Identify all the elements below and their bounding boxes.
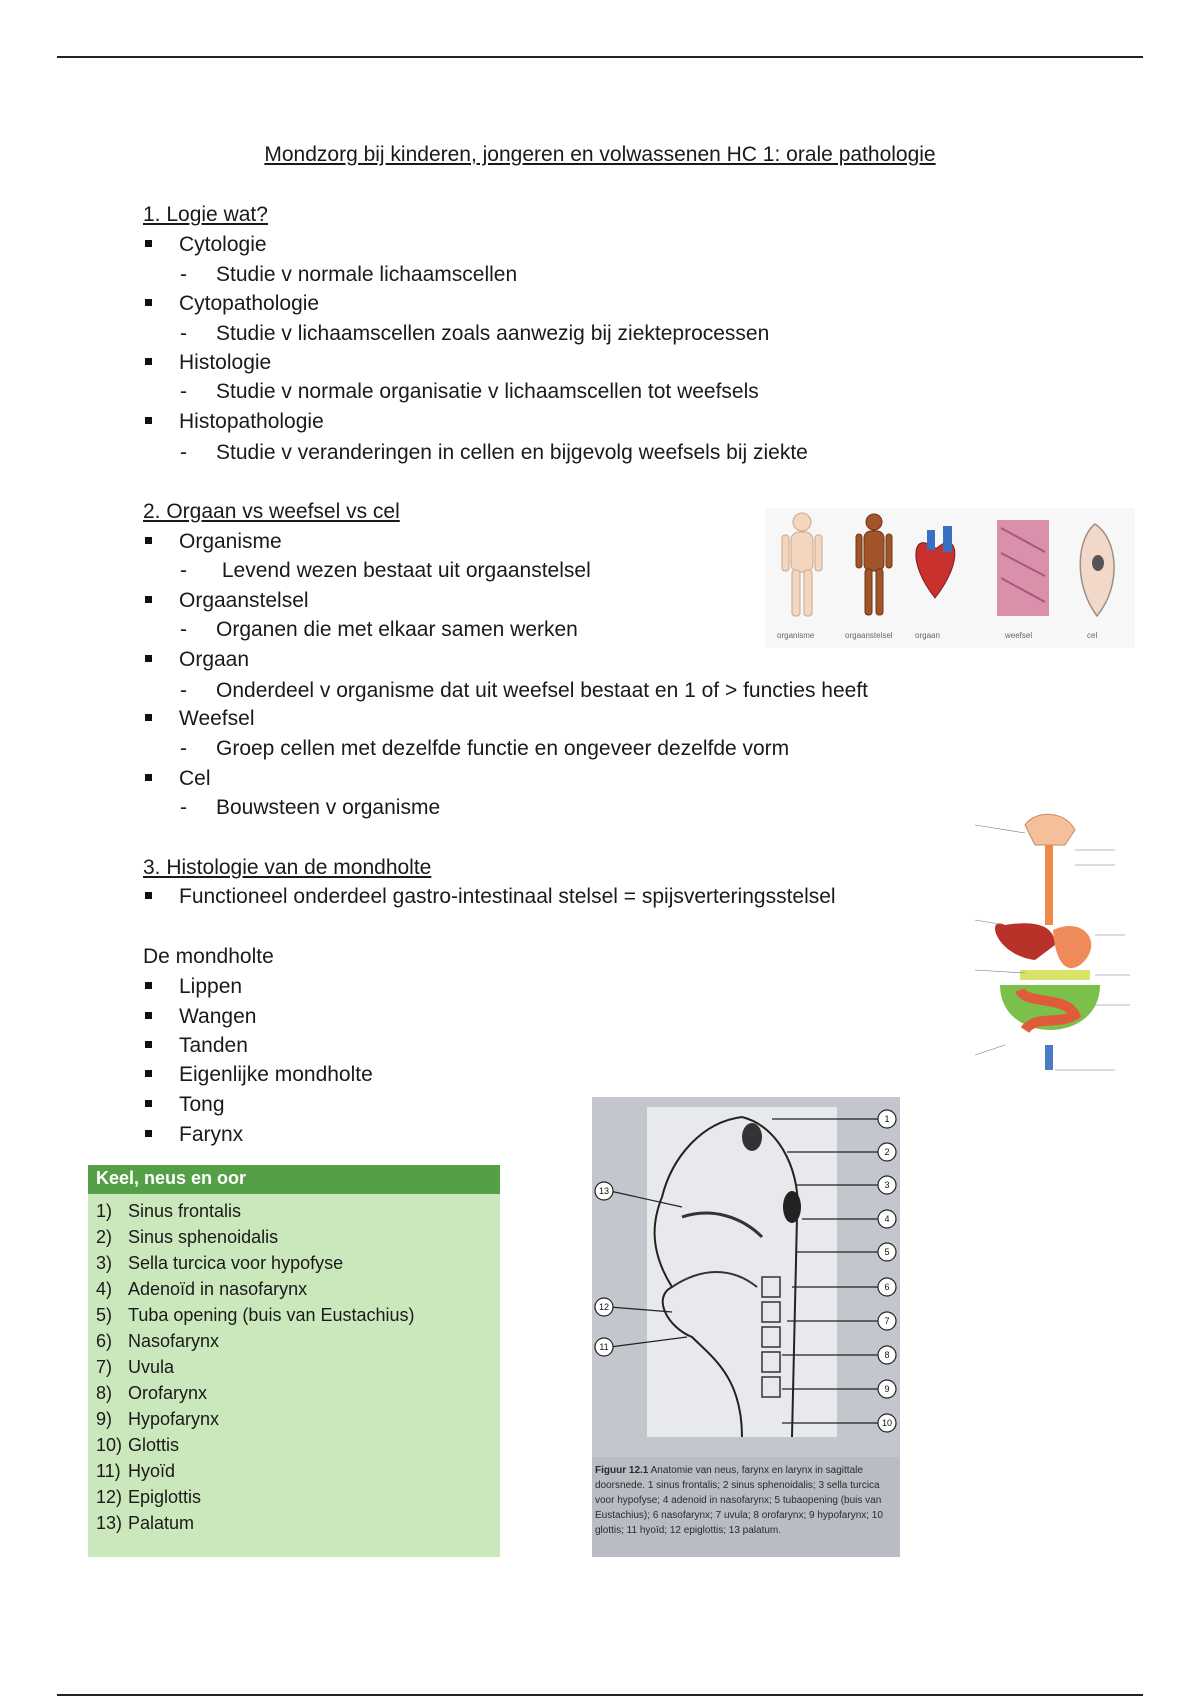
- list-item: 3) Sella turcica voor hypofyse: [96, 1253, 344, 1273]
- list-item: 6) Nasofarynx: [96, 1331, 220, 1351]
- bullet-icon: [145, 537, 152, 544]
- list-item: 8) Orofarynx: [96, 1383, 208, 1403]
- callout-number: 6: [884, 1282, 890, 1292]
- list-item: 1) Sinus frontalis: [96, 1201, 242, 1221]
- bullet-icon: [145, 596, 152, 603]
- callout-number: 7: [884, 1316, 890, 1326]
- list-item: 10) Glottis: [96, 1435, 180, 1455]
- sub-item: - Studie v normale organisatie v lichaamscellen tot weefsels: [180, 380, 759, 403]
- bullet-item: Orgaanstelsel: [145, 589, 309, 613]
- section-1-heading: 1. Logie wat?: [143, 203, 268, 226]
- bullet-item: Lippen: [145, 975, 242, 999]
- section-2-heading: 2. Orgaan vs weefsel vs cel: [143, 500, 400, 523]
- bullet-item: Orgaan: [145, 648, 249, 672]
- bullet-item: Histologie: [145, 351, 271, 375]
- bullet-item: Cytopathologie: [145, 292, 319, 316]
- digestive-system-illustration: [965, 805, 1140, 1090]
- callout-number: 2: [884, 1147, 890, 1157]
- bottom-rule: [57, 1694, 1143, 1696]
- bullet-icon: [145, 299, 152, 306]
- figure-label: organisme: [777, 631, 815, 640]
- callout-number: 8: [884, 1350, 890, 1360]
- sub-item: - Onderdeel v organisme dat uit weefsel bestaat en 1 of > functies heeft: [180, 679, 868, 702]
- figure-label: weefsel: [1005, 631, 1033, 640]
- callout-number: 1: [884, 1114, 890, 1124]
- list-item: 12) Epiglottis: [96, 1487, 202, 1507]
- bullet-icon: [145, 714, 152, 721]
- tissue-icon: [997, 520, 1049, 616]
- head-anatomy-figure: [592, 1097, 900, 1557]
- sub-item: - Studie v normale lichaamscellen: [180, 263, 518, 286]
- sub-item: - Studie v veranderingen in cellen en bijgevolg weefsels bij ziekte: [180, 441, 808, 464]
- list-item: 4) Adenoïd in nasofarynx: [96, 1279, 308, 1299]
- bullet-icon: [145, 892, 152, 899]
- section-3-heading: 3. Histologie van de mondholte: [143, 856, 432, 879]
- list-item: 2) Sinus sphenoidalis: [96, 1227, 279, 1247]
- figure-label: orgaan: [915, 631, 940, 640]
- mondholte-heading: De mondholte: [143, 945, 274, 968]
- sub-item: - Organen die met elkaar samen werken: [180, 618, 578, 641]
- sub-item: - Bouwsteen v organisme: [180, 796, 441, 819]
- callout-number: 12: [598, 1302, 610, 1312]
- list-item: 7) Uvula: [96, 1357, 175, 1377]
- bullet-item: Histopathologie: [145, 410, 324, 434]
- bullet-item: Cel: [145, 767, 211, 791]
- bullet-icon: [145, 1100, 152, 1107]
- bullet-item: Weefsel: [145, 707, 254, 731]
- bullet-item: Functioneel onderdeel gastro-intestinaal stelsel = spijsverteringsstelsel: [145, 885, 836, 909]
- sub-item: - Studie v lichaamscellen zoals aanwezig bij ziekteprocessen: [180, 322, 770, 345]
- table-list: [88, 1194, 500, 1536]
- list-item: 13) Palatum: [96, 1513, 195, 1533]
- figure-caption: Figuur 12.1 Anatomie van neus, farynx en larynx in sagittale doorsnede. 1 sinus frontalis; 2 sinus sphenoidalis; 3 sella turcica voor hypofyse; 4 adenoid in nasofarynx; 5 tubaopening (buis van Eustachius); 6 nasofarynx; 7 uvula; 8 orofarynx; 9 hypofarynx; 10 glottis; 11 hyoïd; 12 epiglottis; 13 palatum.: [595, 1465, 883, 1536]
- bullet-icon: [145, 1012, 152, 1019]
- bullet-icon: [145, 982, 152, 989]
- callout-number: 4: [884, 1214, 890, 1224]
- bullet-item: Tong: [145, 1093, 225, 1117]
- sub-item: - Levend wezen bestaat uit orgaanstelsel: [180, 559, 591, 582]
- bullet-item: Tanden: [145, 1034, 248, 1058]
- bullet-icon: [145, 240, 152, 247]
- organism-to-cell-illustration: [765, 508, 1135, 648]
- bullet-icon: [145, 774, 152, 781]
- keel-neus-oor-table: [88, 1165, 500, 1557]
- callout-number: 3: [884, 1180, 890, 1190]
- bullet-icon: [145, 655, 152, 662]
- bullet-item: Eigenlijke mondholte: [145, 1063, 373, 1087]
- list-item: 9) Hypofarynx: [96, 1409, 220, 1429]
- bullet-icon: [145, 1130, 152, 1137]
- callout-number: 9: [884, 1384, 890, 1394]
- bullet-item: Cytologie: [145, 233, 267, 257]
- table-header: Keel, neus en oor: [88, 1165, 500, 1194]
- figure-label: orgaanstelsel: [845, 631, 893, 640]
- bullet-icon: [145, 358, 152, 365]
- top-rule: [57, 56, 1143, 58]
- sub-item: - Groep cellen met dezelfde functie en ongeveer dezelfde vorm: [180, 737, 790, 760]
- bullet-item: Organisme: [145, 530, 282, 554]
- bullet-icon: [145, 417, 152, 424]
- figure-label: cel: [1087, 631, 1098, 640]
- bullet-icon: [145, 1070, 152, 1077]
- bullet-item: Wangen: [145, 1005, 256, 1029]
- callout-number: 11: [599, 1342, 609, 1352]
- callout-number: 13: [598, 1186, 610, 1196]
- callout-number: 5: [884, 1247, 890, 1257]
- bullet-icon: [145, 1041, 152, 1048]
- list-item: 5) Tuba opening (buis van Eustachius): [96, 1305, 415, 1325]
- list-item: 11) Hyoïd: [96, 1461, 176, 1481]
- page-title: Mondzorg bij kinderen, jongeren en volwassenen HC 1: orale pathologie: [264, 143, 936, 166]
- bullet-item: Farynx: [145, 1123, 243, 1147]
- callout-number: 10: [881, 1418, 893, 1428]
